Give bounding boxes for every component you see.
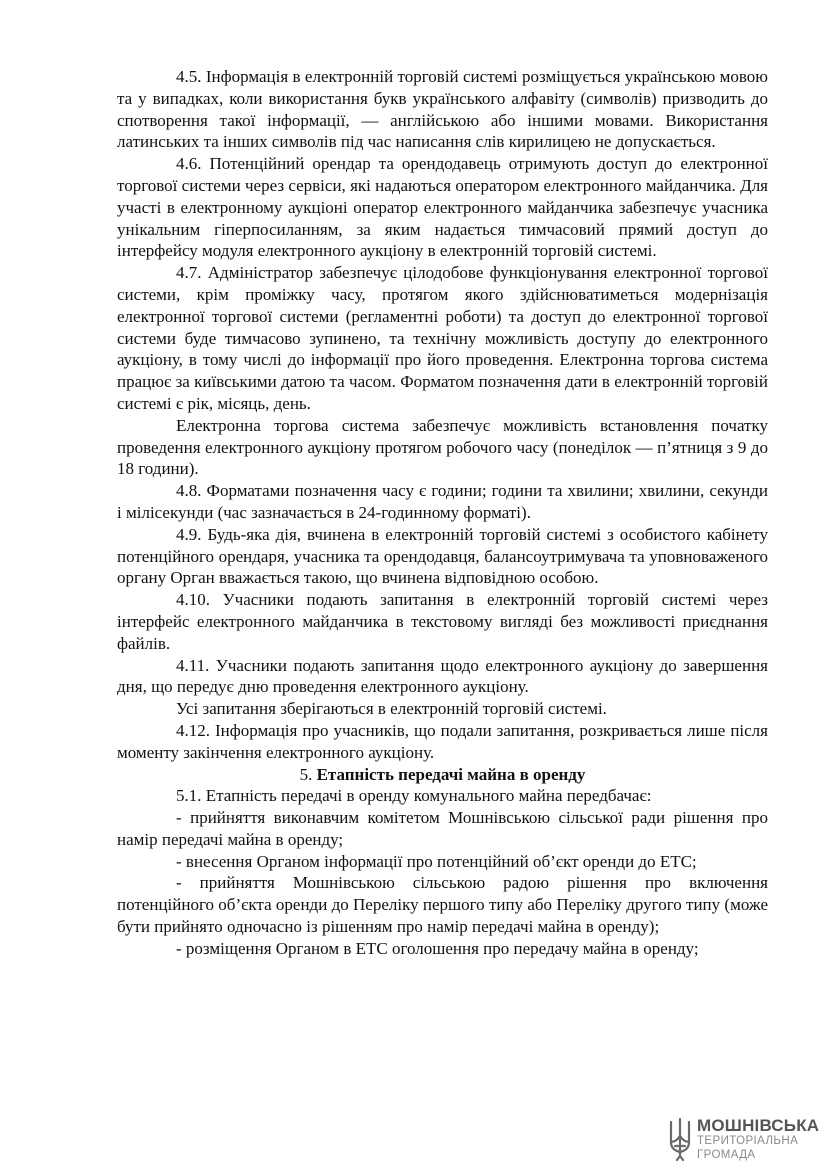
paragraph-5-1: 5.1. Етапність передачі в оренду комунального майна передбачає: bbox=[176, 786, 652, 806]
list-item-decision: - прийняття виконавчим комітетом Мошнівською сільської ради рішення про намір передачі майна в оренду; bbox=[117, 808, 768, 849]
trident-icon bbox=[667, 1116, 693, 1162]
section-number: 5. bbox=[299, 764, 313, 784]
paragraph-4-6: 4.6. Потенційний орендар та орендодавець отримують доступ до електронної торгової системи через сервіси, які надаються оператором електронного майданчика. Для участі в електронному аукціоні оператор електронного майданчика забезпечує учасника унікальним гіперпосиланням, за яким надається тимчасовий прямий доступ до інтерфейсу модуля електронного аукціону в електронній торговій системі. bbox=[117, 154, 768, 261]
paragraph-4-11: 4.11. Учасники подають запитання щодо електронного аукціону до завершення дня, що передує дню проведення електронного аукціону. bbox=[117, 655, 768, 697]
logo-line-3: ГРОМАДА bbox=[697, 1148, 756, 1161]
paragraph-etc-start: Електронна торгова система забезпечує можливість встановлення початку проведення електронного аукціону протягом робочого часу (понеділок — п’ятниця з 9 до 18 години). bbox=[117, 415, 768, 479]
section-title: Етапність передачі майна в оренду bbox=[316, 764, 586, 784]
list-item-inclusion: - прийняття Мошнівською сільською радою рішення про включення потенційного об’єкта оренди до Переліку першого типу або Переліку другого типу (може бути прийнято одночасно із рішенням про намір передачі майна в оренду); bbox=[117, 873, 768, 937]
list-item-info-entry: - внесення Органом інформації про потенційний об’єкт оренди до ЕТС; bbox=[176, 851, 697, 871]
paragraph-questions-stored: Усі запитання зберігаються в електронній торговій системі. bbox=[176, 699, 607, 719]
document-page bbox=[117, 66, 768, 960]
community-logo bbox=[667, 1114, 820, 1164]
paragraph-4-8: 4.8. Форматами позначення часу є години; години та хвилини; хвилини, секунди і мілісекунди (час зазначається в 24-годинному форматі). bbox=[117, 481, 768, 522]
logo-line-2: ТЕРИТОРІАЛЬНА bbox=[697, 1135, 799, 1147]
paragraph-4-12: 4.12. Інформація про учасників, що подали запитання, розкривається лише після моменту закінчення електронного аукціону. bbox=[117, 720, 768, 762]
paragraph-4-5: 4.5. Інформація в електронній торговій системі розміщується українською мовою та у випадках, коли використання букв українського алфавіту (символів) призводить до спотворення такої інформації, — англійською або іншими мовами. Використання латинських та інших символів під час написання слів кирилицею не допускається. bbox=[117, 67, 768, 152]
paragraph-4-9: 4.9. Будь-яка дія, вчинена в електронній торговій системі з особистого кабінету потенційного орендаря, учасника та орендодавця, балансоутримувача та уповноваженого органу Орган вважається такою, що вчинена відповідною особою. bbox=[117, 524, 768, 588]
paragraph-4-7: 4.7. Адміністратор забезпечує цілодобове функціонування електронної торгової системи, крім проміжку часу, протягом якого здійснюватиметься модернізація електронної торгової системи (регламентні роботи) та доступ до електронної торгової системи буде тимчасово зупинено, та технічну можливість доступу до електронного аукціону, в тому числі до інформації про його проведення. Електронна торгова система працює за київськими датою та часом. Форматом позначення дати в електронній торговій системі є рік, місяць, день. bbox=[117, 263, 768, 413]
section-heading bbox=[117, 764, 768, 786]
logo-line-1: МОШНІВСЬКА bbox=[697, 1116, 820, 1135]
list-item-announcement: - розміщення Органом в ЕТС оголошення про передачу майна в оренду; bbox=[176, 938, 699, 958]
paragraph-4-10: 4.10. Учасники подають запитання в електронній торговій системі через інтерфейс електронного майданчика в текстовому вигляді без можливості приєднання файлів. bbox=[117, 590, 768, 653]
